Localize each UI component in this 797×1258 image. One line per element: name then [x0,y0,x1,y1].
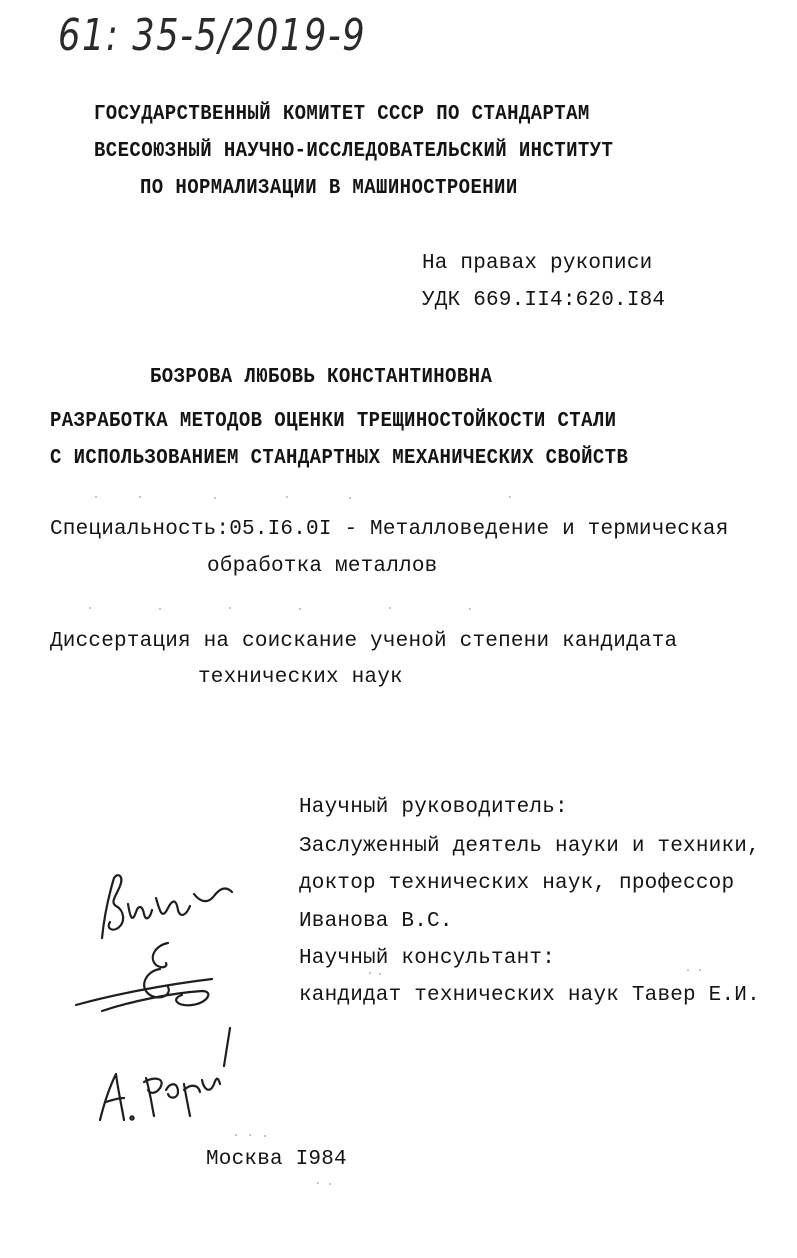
manuscript-rights: На правах рукописи [422,252,653,275]
header-line-2: ВСЕСОЮЗНЫЙ НАУЧНО-ИССЛЕДОВАТЕЛЬСКИЙ ИНСТИТУТ [94,138,614,163]
dissertation-line-2: технических наук [198,666,403,689]
dissertation-line-1: Диссертация на соискание ученой степени кандидата [50,630,678,653]
title-line-2: С ИСПОЛЬЗОВАНИЕМ СТАНДАРТНЫХ МЕХАНИЧЕСКИХ СВОЙСТВ [50,445,629,470]
consultant-label: Научный консультант: [299,947,556,970]
supervisor-degree: доктор технических наук, профессор [299,872,735,895]
archive-code: 61: 35-5/2019-9 [58,10,367,61]
specialty-line-2: обработка металлов [207,555,438,578]
supervisor-label: Научный руководитель: [299,796,568,819]
title-line-1: РАЗРАБОТКА МЕТОДОВ ОЦЕНКИ ТРЕЩИНОСТОЙКОСТИ СТАЛИ [50,408,617,433]
udc-code: УДК 669.II4:620.I84 [422,289,666,312]
author-name: БОЗРОВА ЛЮБОВЬ КОНСТАНТИНОВНА [150,364,493,389]
header-line-3: ПО НОРМАЛИЗАЦИИ В МАШИНОСТРОЕНИИ [140,175,518,200]
city-year: Москва I984 [206,1148,347,1171]
supervisor-name: Иванова В.С. [299,910,453,933]
header-line-1: ГОСУДАРСТВЕННЫЙ КОМИТЕТ СССР ПО СТАНДАРТАМ [94,101,590,126]
supervisor-title: Заслуженный деятель науки и техники, [299,835,760,858]
specialty-line-1: Специальность:05.I6.0I - Металловедение и термическая [50,518,729,541]
consultant-line: кандидат технических наук Тавер Е.И. [299,984,760,1007]
